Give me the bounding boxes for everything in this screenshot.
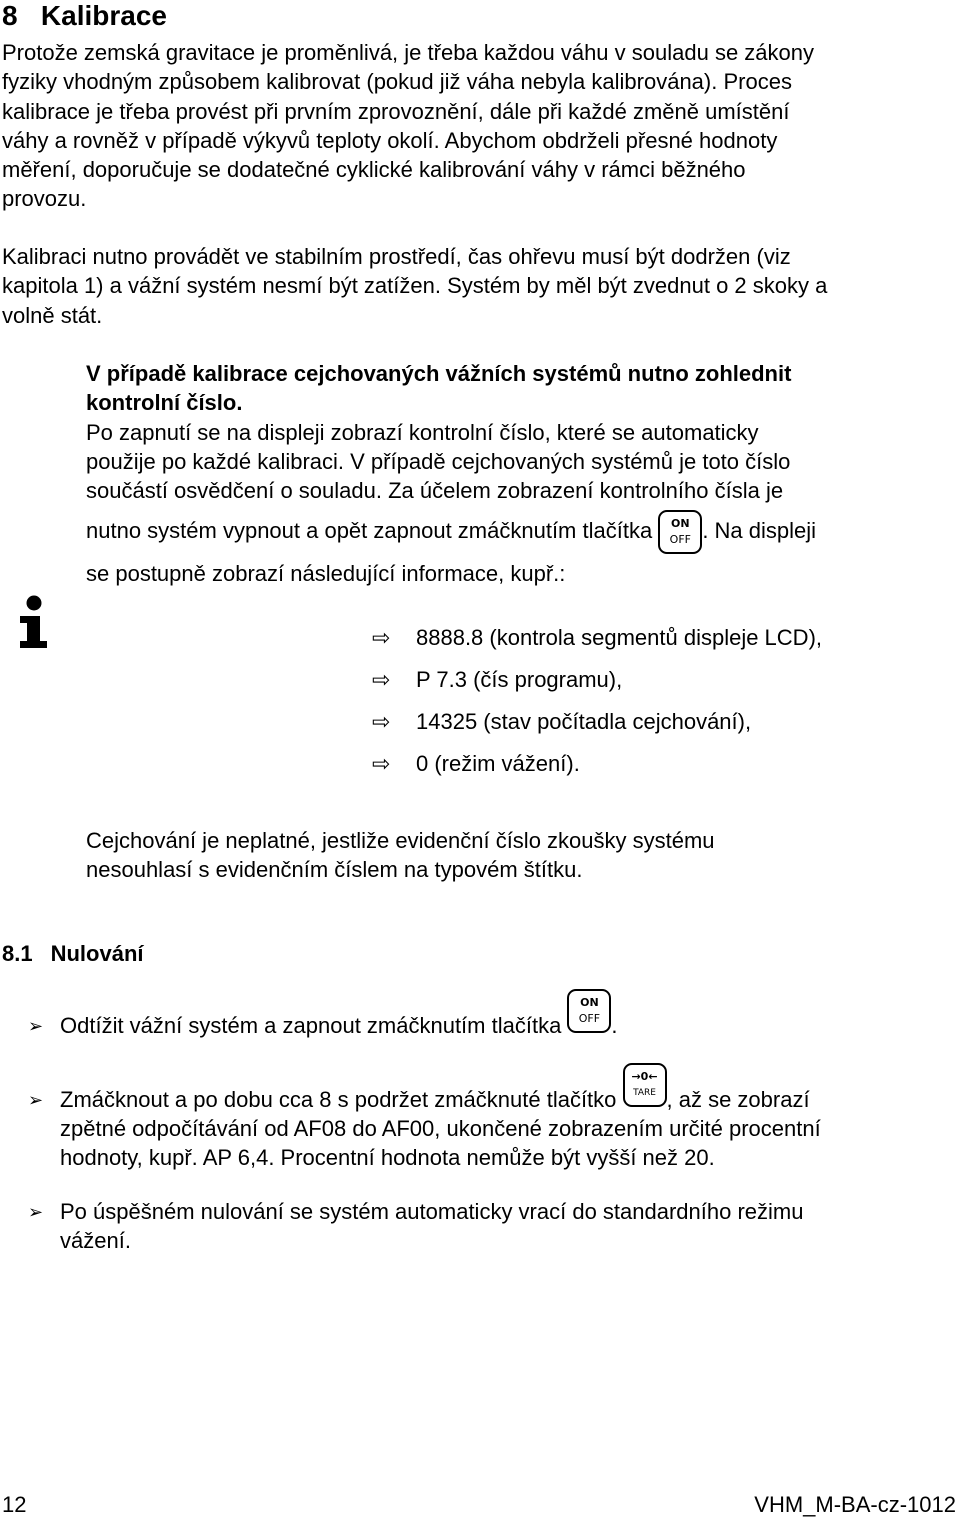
- section-title: Kalibrace: [40, 0, 167, 31]
- text-line: provozu.: [2, 186, 87, 212]
- list-item-text: 0 (režim vážení).: [416, 751, 580, 776]
- note-line: Cejchování je neplatné, jestliže evidenční číslo zkoušky systému: [86, 828, 715, 853]
- step-text: vážení.: [60, 1228, 131, 1254]
- step-text: , až se zobrazí: [666, 1087, 810, 1112]
- key-label: ON: [580, 996, 599, 1009]
- text-line: váhy a rovněž v případě výkyvů teploty okolí. Abychom obdrželi přesné hodnoty: [2, 127, 778, 153]
- list-item-text: 8888.8 (kontrola segmentů displeje LCD),: [416, 625, 823, 650]
- list-item-text: 14325 (stav počítadla cejchování),: [416, 709, 752, 734]
- list-item: [372, 749, 580, 778]
- document-code: VHM_M-BA-cz-1012: [754, 1492, 956, 1517]
- note-bold-line: V případě kalibrace cejchovaných vážních systémů nutno zohlednit: [86, 361, 792, 386]
- step-text: Po úspěšném nulování se systém automaticky vrací do standardního režimu: [60, 1199, 804, 1224]
- outline-arrow-icon: ⇨: [372, 667, 391, 692]
- section-number: 8: [2, 0, 18, 31]
- step-3: [60, 1197, 950, 1256]
- note-block: [86, 359, 946, 505]
- stability-paragraph: [2, 242, 958, 330]
- subsection-heading: [2, 939, 144, 968]
- list-item-text: P 7.3 (čís programu),: [416, 667, 623, 692]
- key-label: TARE: [633, 1088, 656, 1098]
- step-2-continued: [60, 1114, 950, 1173]
- step-text: Zmáčknout a po dobu cca 8 s podržet zmáčknuté tlačítko: [60, 1087, 623, 1112]
- subsection-title: Nulování: [50, 941, 144, 966]
- outline-arrow-icon: ⇨: [372, 709, 391, 734]
- note-line: součástí osvědčení o souladu. Za účelem zobrazení kontrolního čísla je: [86, 478, 784, 504]
- page-number: 12: [2, 1492, 27, 1517]
- list-item: [372, 623, 822, 652]
- outline-arrow-icon: ⇨: [372, 751, 391, 776]
- section-heading: [2, 0, 167, 32]
- note-key-line: [86, 507, 946, 555]
- subsection-number: 8.1: [2, 941, 33, 966]
- intro-paragraph: [2, 38, 958, 214]
- text-line: kapitola 1) a vážní systém nesmí být zatížen. Systém by měl být zvednut o 2 skoky a: [2, 273, 828, 299]
- step-text: zpětné odpočítávání od AF08 do AF00, ukončené zobrazením určité procentní: [60, 1116, 821, 1141]
- note-line: nutno systém vypnout a opět zapnout zmáčknutím tlačítka: [86, 518, 659, 543]
- outline-arrow-icon: ⇨: [372, 625, 391, 650]
- on-off-key-icon: [658, 510, 702, 554]
- note-line: Po zapnutí se na displeji zobrazí kontrolní číslo, které se automaticky: [86, 419, 759, 445]
- list-item: [372, 707, 751, 736]
- text-line: měření, doporučuje se dodatečné cyklické kalibrování váhy v rámci běžného: [2, 157, 746, 183]
- text-line: volně stát.: [2, 302, 103, 328]
- note-line: nesouhlasí s evidenčním číslem na typovém štítku.: [86, 857, 583, 883]
- key-label: ON: [671, 517, 690, 531]
- step-text: .: [611, 1013, 618, 1038]
- text-line: fyziky vhodným způsobem kalibrovat (pokud již váha nebyla kalibrována). Proces: [2, 69, 792, 95]
- text-line: kalibrace je třeba provést při prvním zprovoznění, dále při každé změně umístění: [2, 98, 790, 124]
- key-label: OFF: [669, 533, 691, 547]
- note-line: se postupně zobrazí následující informace, kupř.:: [86, 561, 566, 586]
- text-line: Kalibraci nutno provádět ve stabilním prostředí, čas ohřevu musí být dodržen (viz: [2, 244, 791, 269]
- step-text: hodnoty, kupř. AP 6,4. Procentní hodnota nemůže být vyšší než 20.: [60, 1145, 715, 1171]
- text-line: Protože zemská gravitace je proměnlivá, je třeba každou váhu v souladu se zákony: [2, 40, 814, 65]
- key-label: OFF: [578, 1012, 601, 1025]
- key-label: →0←: [631, 1070, 658, 1083]
- tare-key-icon: [623, 1063, 667, 1107]
- on-off-key-icon: [567, 989, 611, 1033]
- note-closing: [86, 826, 946, 885]
- step-1: [60, 988, 950, 1064]
- step-text: Odtížit vážní systém a zapnout zmáčknutím tlačítka: [60, 1013, 568, 1038]
- info-icon: [14, 594, 54, 650]
- note-bold-line: kontrolní číslo.: [86, 390, 243, 416]
- note-line: . Na displeji: [702, 518, 817, 543]
- note-line: použije po každé kalibraci. V případě cejchovaných systémů je toto číslo: [86, 448, 791, 474]
- list-item: [372, 665, 622, 694]
